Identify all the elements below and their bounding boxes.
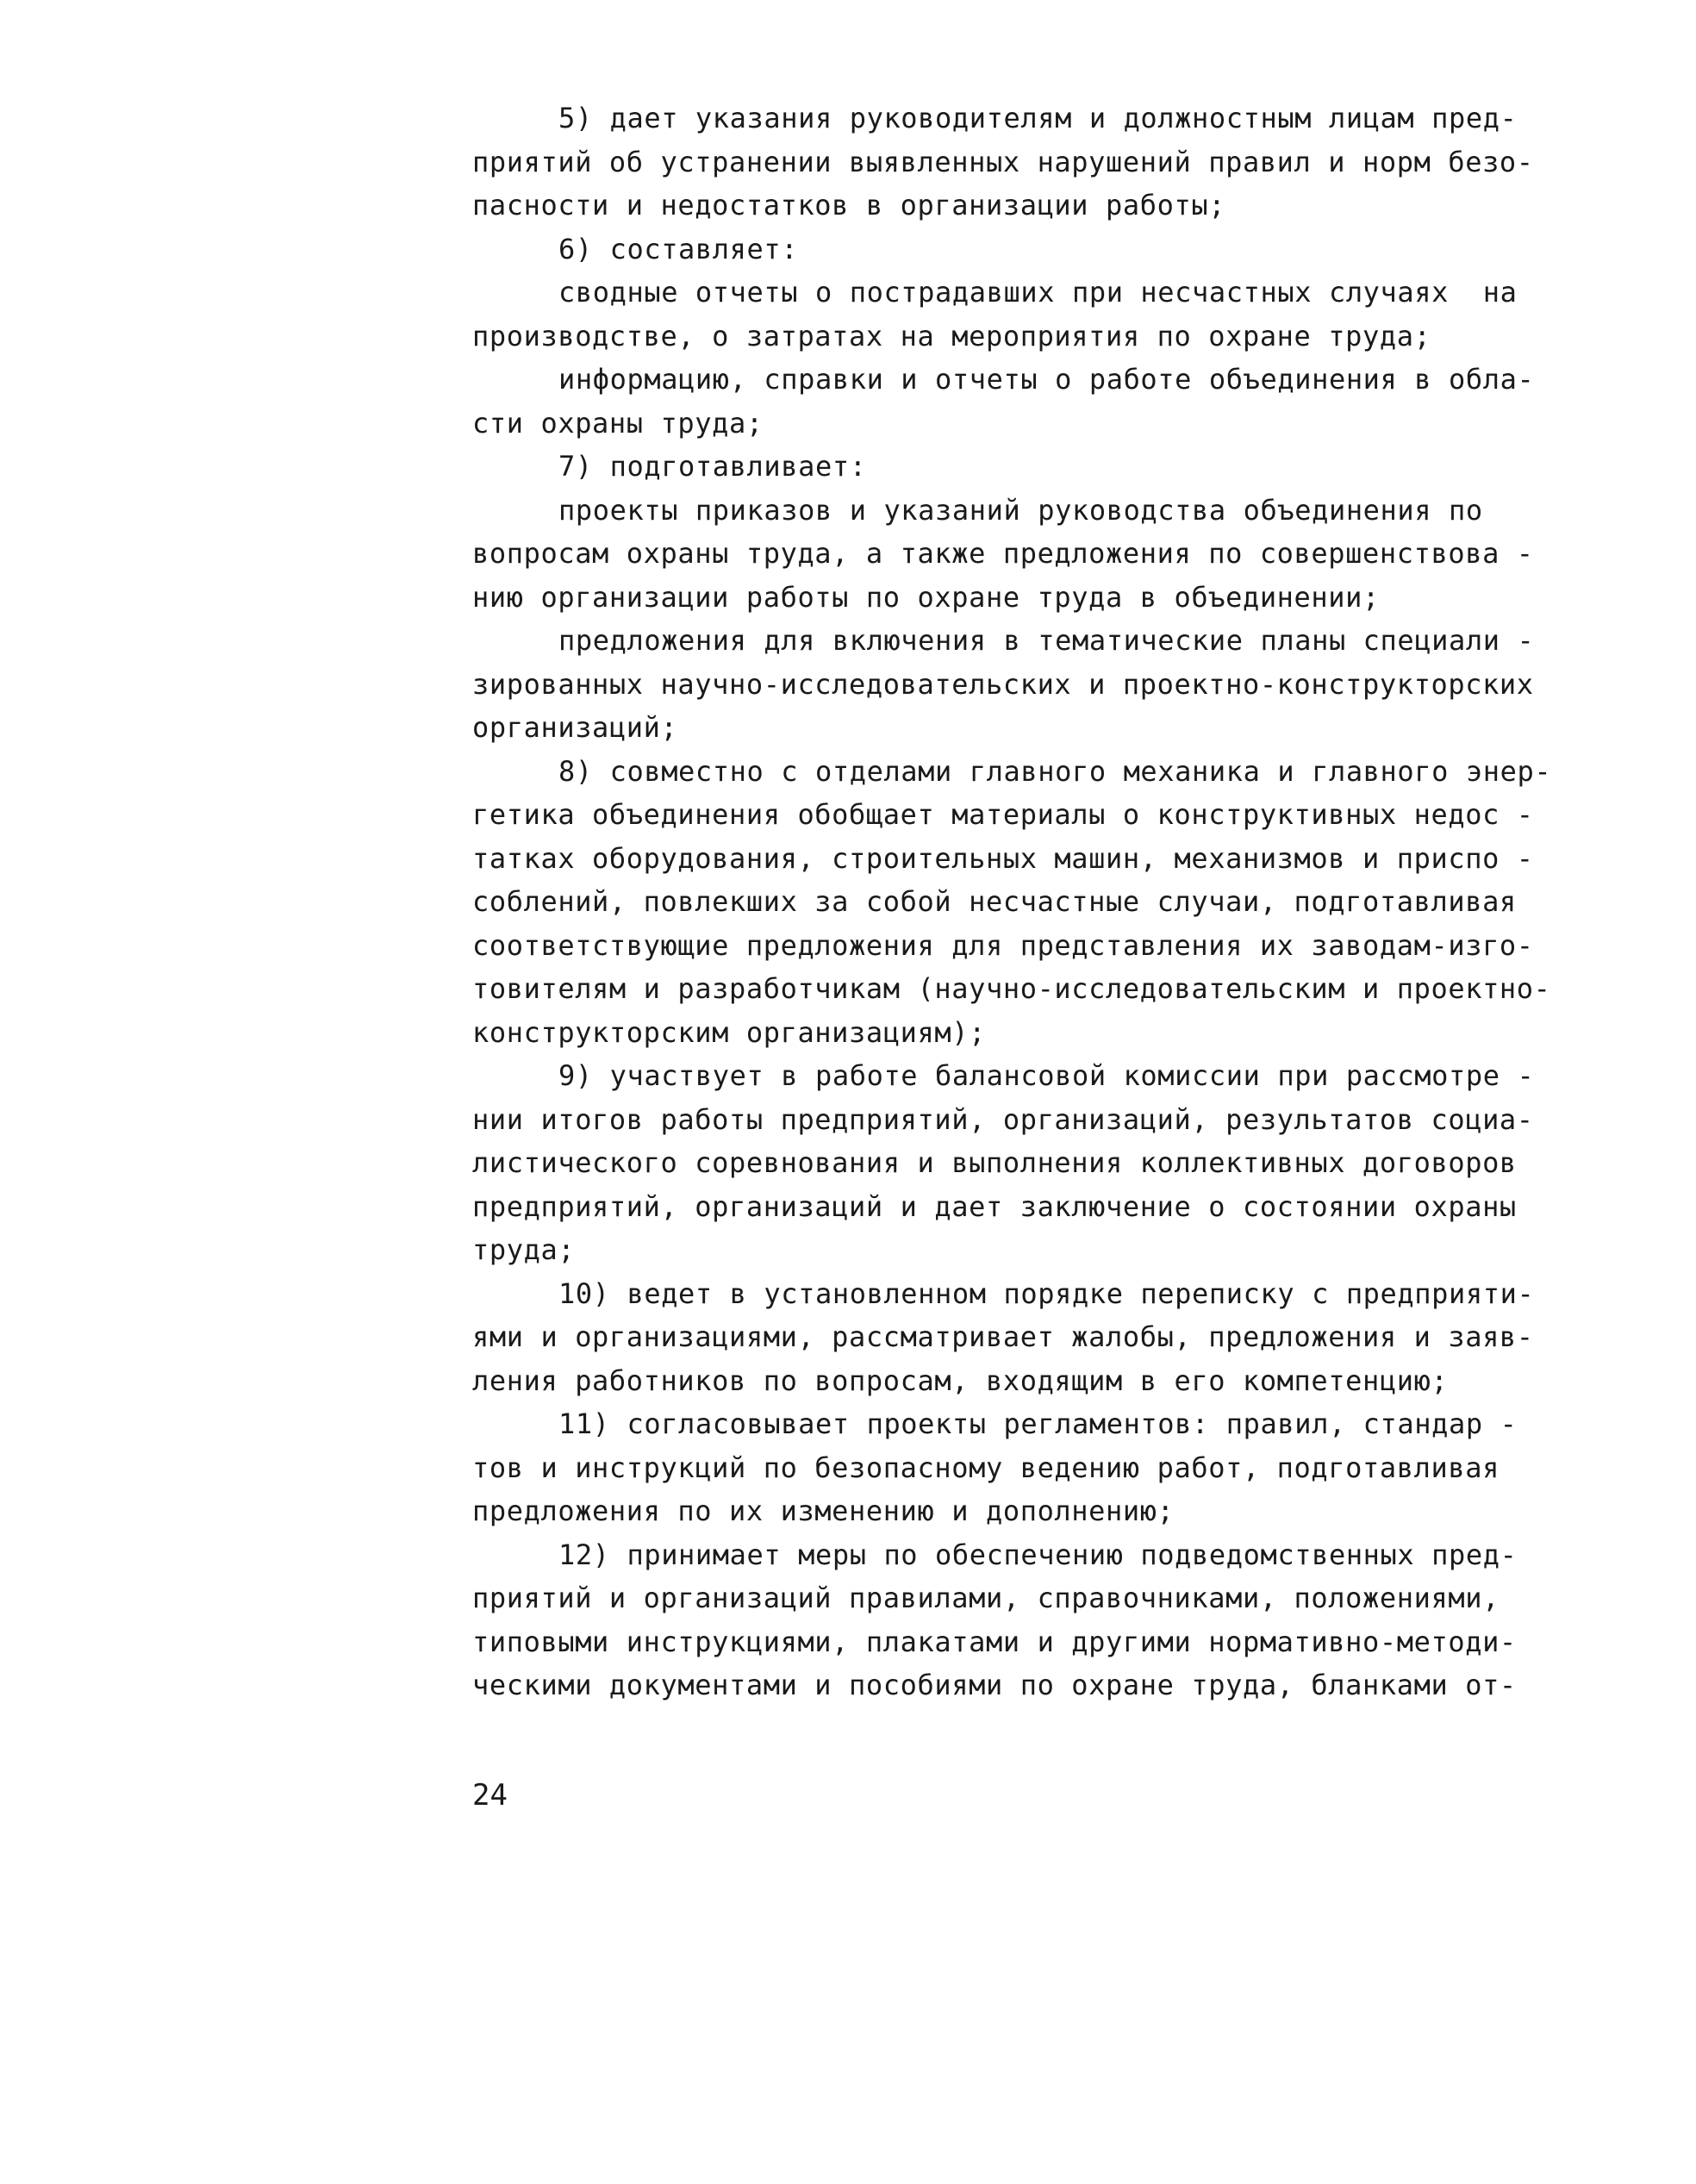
- text-line: предприятий, организаций и дает заключение о состоянии охраны: [472, 1189, 1517, 1223]
- text-line: организаций;: [472, 711, 678, 744]
- text-line: сводные отчеты о пострадавших при несчастных случаях на: [558, 276, 1518, 309]
- text-line: конструкторским организациям);: [472, 1015, 986, 1049]
- text-line: информацию, справки и отчеты о работе объединения в обла-: [558, 363, 1535, 396]
- text-line: соответствующие предложения для представления их заводам-изго-: [472, 928, 1534, 962]
- text-line: 8) совместно с отделами главного механика и главного энер-: [558, 754, 1552, 788]
- text-line: гетика объединения обобщает материалы о конструктивных недос -: [472, 798, 1534, 831]
- text-line: ления работников по вопросам, входящим в его компетенцию;: [472, 1363, 1449, 1397]
- text-line: предложения по их изменению и дополнению;: [472, 1494, 1175, 1527]
- text-line: приятий об устранении выявленных нарушений правил и норм безо-: [472, 145, 1534, 178]
- text-line: листического соревнования и выполнения коллективных договоров: [472, 1146, 1517, 1179]
- text-line: 5) дает указания руководителям и должностным лицам пред-: [558, 102, 1518, 134]
- text-line: труда;: [472, 1233, 576, 1266]
- text-line: предложения для включения в тематические планы специали -: [558, 624, 1535, 657]
- text-line: пасности и недостатков в организации работы;: [472, 189, 1226, 222]
- text-line: тов и инструкций по безопасному ведению работ, подготавливая: [472, 1451, 1500, 1484]
- text-line: 7) подготавливает:: [558, 450, 867, 483]
- text-line: сти охраны труда;: [472, 406, 764, 440]
- text-line: 12) принимает меры по обеспечению подведомственных пред-: [558, 1538, 1518, 1571]
- text-line: нии итогов работы предприятий, организаций, результатов социа-: [472, 1102, 1534, 1136]
- text-line: зированных научно-исследовательских и проектно-конструкторских: [472, 667, 1534, 701]
- page-number: 24: [472, 1778, 508, 1813]
- text-line: 6) составляет:: [558, 232, 799, 265]
- text-line: вопросам охраны труда, а также предложения по совершенствова -: [472, 537, 1534, 570]
- text-line: ческими документами и пособиями по охране труда, бланками от-: [472, 1669, 1517, 1701]
- text-line: ями и организациями, рассматривает жалобы, предложения и заяв-: [472, 1320, 1534, 1353]
- text-line: товителям и разработчикам (научно-исследовательским и проектно-: [472, 972, 1551, 1005]
- text-line: проекты приказов и указаний руководства объединения по: [558, 493, 1483, 527]
- text-line: татках оборудования, строительных машин, механизмов и приспо -: [472, 841, 1534, 875]
- text-line: типовыми инструкциями, плакатами и другими нормативно-методи-: [472, 1625, 1517, 1658]
- text-line: 11) согласовывает проекты регламентов: правил, стандар -: [558, 1407, 1518, 1440]
- text-line: нию организации работы по охране труда в объединении;: [472, 580, 1380, 614]
- text-line: 9) участвует в работе балансовой комиссии при рассмотре -: [558, 1059, 1535, 1092]
- text-line: 10) ведет в установленном порядке переписку с предприяти-: [558, 1276, 1535, 1310]
- body-text: [472, 97, 1593, 1707]
- text-line: производстве, о затратах на мероприятия по охране труда;: [472, 319, 1431, 353]
- text-line: соблений, повлекших за собой несчастные случаи, подготавливая: [472, 885, 1517, 918]
- text-line: приятий и организаций правилами, справочниками, положениями,: [472, 1582, 1500, 1614]
